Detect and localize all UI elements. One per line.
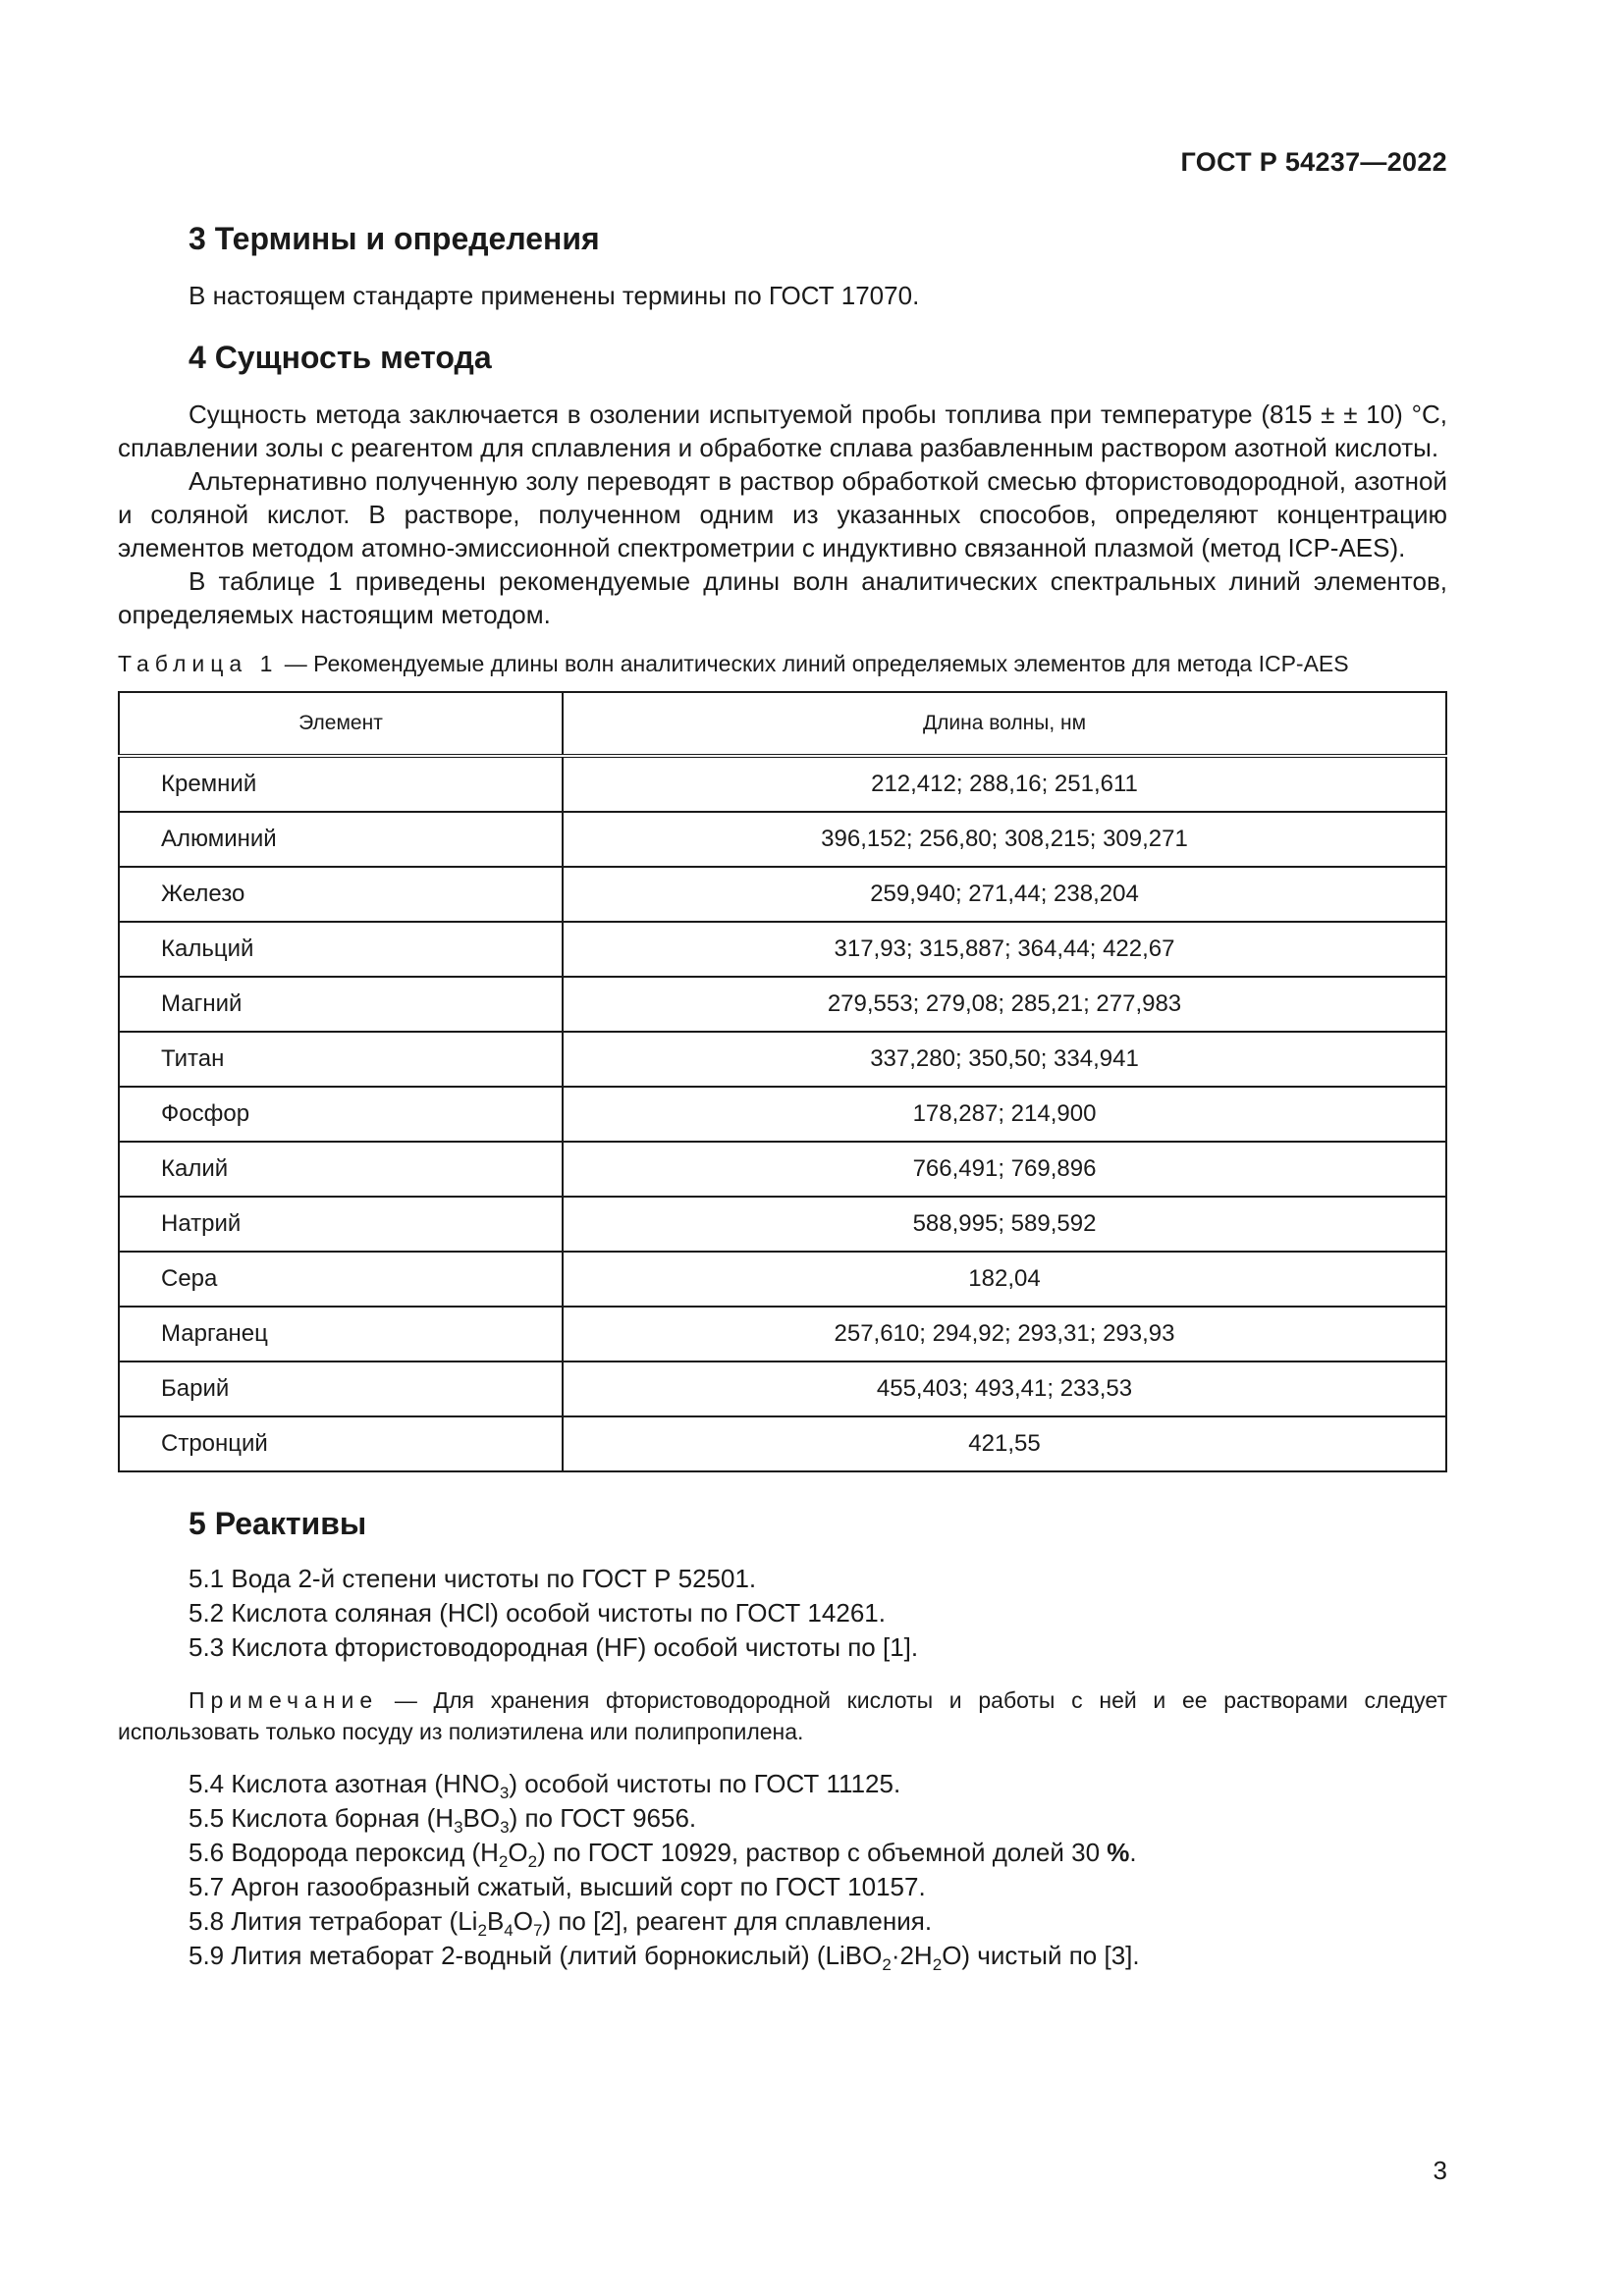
- table-row: [119, 1087, 1446, 1142]
- subscript: 2: [498, 1852, 509, 1871]
- wavelength-cell: 257,610; 294,92; 293,31; 293,93: [563, 1307, 1446, 1362]
- wavelength-cell: 588,995; 589,592: [563, 1197, 1446, 1252]
- note-label: Примечание: [189, 1687, 379, 1713]
- table-1-caption-label: Таблица 1: [118, 651, 279, 676]
- list-item-5-5: [118, 1801, 1447, 1836]
- element-cell: Титан: [119, 1032, 563, 1087]
- item-text: 5.8 Лития тетраборат (Li: [189, 1906, 478, 1936]
- table-row: [119, 1307, 1446, 1362]
- item-text: 5.4 Кислота азотная (HNO: [189, 1769, 500, 1798]
- list-item-5-1: 5.1 Вода 2-й степени чистоты по ГОСТ Р 52501.: [189, 1564, 757, 1593]
- item-text: O) чистый по [3].: [942, 1941, 1140, 1970]
- section-4-heading: 4 Сущность метода: [189, 340, 492, 375]
- item-text: ) по ГОСТ 10929, раствор с объемной долей 30: [537, 1838, 1108, 1867]
- item-text: BO: [462, 1803, 501, 1833]
- subscript: 3: [500, 1818, 510, 1837]
- section-4-paragraph-2: Альтернативно полученную золу переводят в раствор обработкой смесью фтористоводородной, азотной и соляной кислот. В растворе, полученном одним из указанных способов, определяют концентрацию элементов методом атомно-эмиссионной спектрометрии с индуктивно связанной плазмой (метод ICP-AES).: [118, 466, 1447, 562]
- wavelength-cell: 212,412; 288,16; 251,611: [563, 756, 1446, 812]
- element-cell: Калий: [119, 1142, 563, 1197]
- table-row: [119, 1142, 1446, 1197]
- list-item-5-6: [118, 1836, 1447, 1870]
- table-row: [119, 922, 1446, 977]
- section-4-paragraph-1: Сущность метода заключается в озолении испытуемой пробы топлива при температуре (815 ± ± 10) °С, сплавлении золы с реагентом для сплавления и обработке сплава разбавленным раствором азотной кислоты.: [118, 400, 1447, 462]
- percent-sign: %: [1107, 1838, 1130, 1867]
- wavelength-cell: 421,55: [563, 1416, 1446, 1471]
- note: [118, 1684, 1447, 1747]
- table-row: [119, 1197, 1446, 1252]
- element-cell: Стронций: [119, 1416, 563, 1471]
- table-row: [119, 1416, 1446, 1471]
- subscript: 2: [477, 1921, 487, 1940]
- wavelength-cell: 317,93; 315,887; 364,44; 422,67: [563, 922, 1446, 977]
- document-code: ГОСТ Р 54237—2022: [1180, 147, 1447, 177]
- subscript: 3: [499, 1784, 510, 1802]
- item-text: ) по [2], реагент для сплавления.: [542, 1906, 933, 1936]
- item-text: B: [486, 1906, 505, 1936]
- element-cell: Магний: [119, 977, 563, 1032]
- section-3-heading: 3 Термины и определения: [189, 221, 600, 256]
- item-text: ·2H: [891, 1941, 933, 1970]
- item-text: 5.6 Водорода пероксид (H: [189, 1838, 499, 1867]
- element-cell: Барий: [119, 1362, 563, 1416]
- item-text: ) по ГОСТ 9656.: [509, 1803, 697, 1833]
- element-cell: Сера: [119, 1252, 563, 1307]
- element-cell: Натрий: [119, 1197, 563, 1252]
- item-text: ) особой чистоты по ГОСТ 11125.: [509, 1769, 901, 1798]
- section-4-paragraph-3: В таблице 1 приведены рекомендуемые длины волн аналитических спектральных линий элементов, определяемых настоящим методом.: [118, 566, 1447, 629]
- subscript: 3: [454, 1818, 463, 1837]
- subscript: 2: [527, 1852, 538, 1871]
- wavelength-table: [118, 691, 1447, 1472]
- list-item-5-7: 5.7 Аргон газообразный сжатый, высший сорт по ГОСТ 10157.: [189, 1872, 926, 1901]
- note-text: — Для хранения фтористоводородной кислоты и работы с ней и ее растворами следует использовать только посуду из полиэтилена или полипропилена.: [118, 1687, 1447, 1744]
- wavelength-cell: 178,287; 214,900: [563, 1087, 1446, 1142]
- subscript: 7: [532, 1921, 543, 1940]
- item-text: O: [508, 1838, 528, 1867]
- page-number: 3: [1433, 2156, 1447, 2185]
- wavelength-cell: 455,403; 493,41; 233,53: [563, 1362, 1446, 1416]
- item-text: O: [513, 1906, 533, 1936]
- wavelength-cell: 279,553; 279,08; 285,21; 277,983: [563, 977, 1446, 1032]
- subscript: 4: [504, 1921, 514, 1940]
- list-item-5-8: [118, 1904, 1447, 1939]
- element-cell: Кремний: [119, 756, 563, 812]
- wavelength-cell: 396,152; 256,80; 308,215; 309,271: [563, 812, 1446, 867]
- element-cell: Алюминий: [119, 812, 563, 867]
- list-item-5-9: [118, 1939, 1447, 1973]
- element-cell: Марганец: [119, 1307, 563, 1362]
- table-row: [119, 1362, 1446, 1416]
- wavelength-cell: 766,491; 769,896: [563, 1142, 1446, 1197]
- column-header-wavelength: Длина волны, нм: [563, 692, 1446, 756]
- table-1-caption: [118, 651, 1447, 677]
- table-row: [119, 867, 1446, 922]
- element-cell: Железо: [119, 867, 563, 922]
- section-3-text: В настоящем стандарте применены термины по ГОСТ 17070.: [189, 281, 920, 310]
- wavelength-cell: 337,280; 350,50; 334,941: [563, 1032, 1446, 1087]
- section-5-heading: 5 Реактивы: [189, 1506, 367, 1541]
- element-cell: Фосфор: [119, 1087, 563, 1142]
- subscript: 2: [932, 1955, 943, 1974]
- table-row: [119, 1032, 1446, 1087]
- page-content: [118, 221, 1447, 1973]
- table-row: [119, 812, 1446, 867]
- table-row: [119, 1252, 1446, 1307]
- list-item-5-2: 5.2 Кислота соляная (HCl) особой чистоты по ГОСТ 14261.: [189, 1598, 886, 1628]
- list-item-5-3: 5.3 Кислота фтористоводородная (HF) особой чистоты по [1].: [189, 1632, 919, 1662]
- column-header-element: Элемент: [119, 692, 563, 756]
- wavelength-cell: 182,04: [563, 1252, 1446, 1307]
- item-text: 5.9 Лития метаборат 2-водный (литий борнокислый) (LiBO: [189, 1941, 883, 1970]
- table-row: [119, 756, 1446, 812]
- subscript: 2: [882, 1955, 892, 1974]
- item-text: .: [1129, 1838, 1137, 1867]
- table-header-row: [119, 692, 1446, 756]
- element-cell: Кальций: [119, 922, 563, 977]
- table-1-caption-text: — Рекомендуемые длины волн аналитических линий определяемых элементов для метода ICP-AES: [278, 651, 1349, 676]
- item-text: 5.5 Кислота борная (H: [189, 1803, 455, 1833]
- table-row: [119, 977, 1446, 1032]
- list-item-5-4: [118, 1767, 1447, 1801]
- wavelength-cell: 259,940; 271,44; 238,204: [563, 867, 1446, 922]
